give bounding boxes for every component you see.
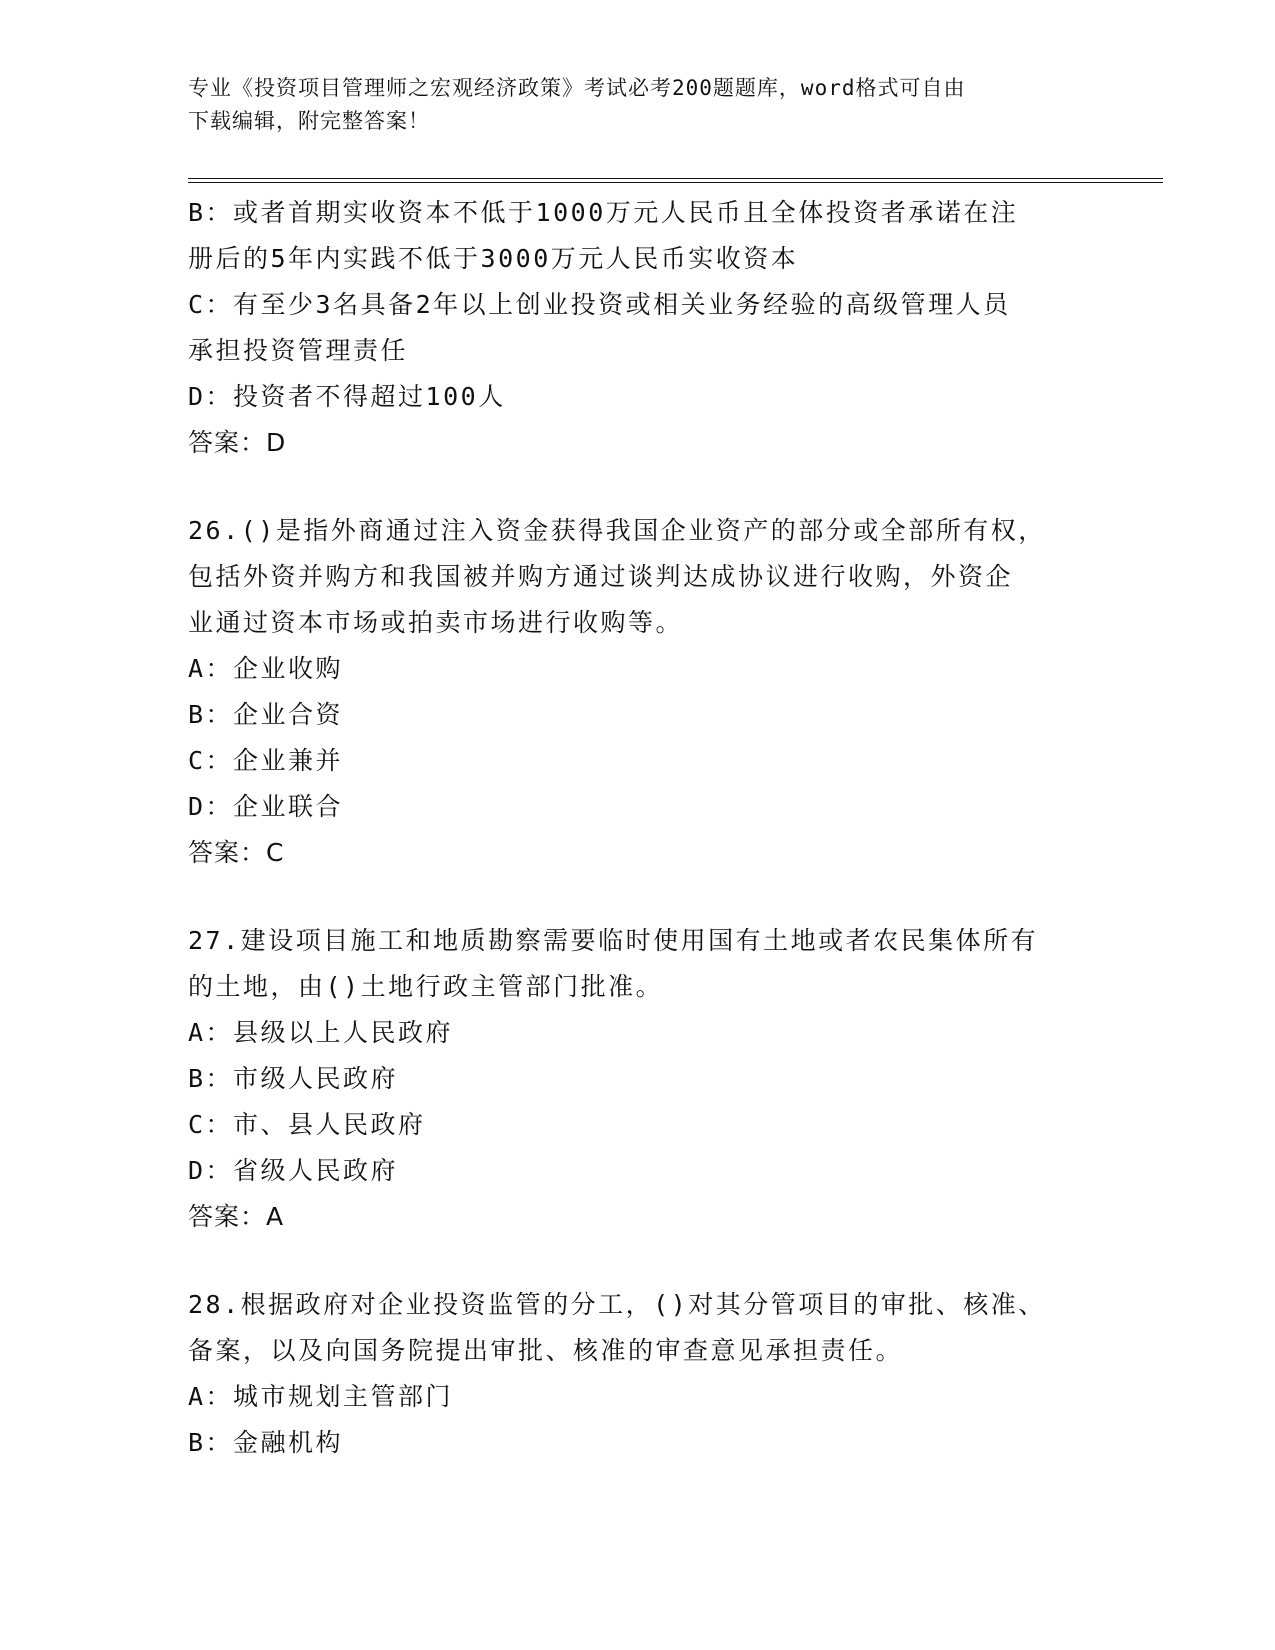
question-27 (188, 918, 1088, 1240)
q27-stem-line-2: 的土地，由()土地行政主管部门批准。 (188, 972, 664, 1001)
question-gap (188, 1240, 1088, 1282)
q28-stem-line-2: 备案，以及向国务院提出审批、核准的审查意见承担责任。 (188, 1336, 904, 1365)
header-title-line-2: 下载编辑，附完整答案！ (188, 109, 430, 133)
q25-option-b-line-2: 册后的5年内实践不低于3000万元人民币实收资本 (188, 244, 799, 273)
header-divider-top (188, 178, 1163, 179)
q26-option-c: C：企业兼并 (188, 746, 344, 775)
question-gap (188, 466, 1088, 508)
q27-option-b: B：市级人民政府 (188, 1064, 399, 1093)
q26-stem-line-2: 包括外资并购方和我国被并购方通过谈判达成协议进行收购，外资企 (188, 562, 1014, 591)
question-25-continued (188, 190, 1088, 466)
q27-stem-line-1: 27.建设项目施工和地质勘察需要临时使用国有土地或者农民集体所有 (188, 926, 1039, 955)
q26-stem-line-1: 26.()是指外商通过注入资金获得我国企业资产的部分或全部所有权， (188, 516, 1046, 545)
question-gap (188, 876, 1088, 918)
question-28 (188, 1282, 1088, 1466)
q28-option-b: B：金融机构 (188, 1428, 344, 1457)
q27-option-a: A：县级以上人民政府 (188, 1018, 454, 1047)
q25-option-c-line-1: C：有至少3名具备2年以上创业投资或相关业务经验的高级管理人员 (188, 290, 1011, 319)
document-body (188, 190, 1088, 1466)
q28-stem-line-1: 28.根据政府对企业投资监管的分工，()对其分管项目的审批、核准、 (188, 1290, 1046, 1319)
q28-option-a: A：城市规划主管部门 (188, 1382, 454, 1411)
q25-option-b-line-1: B：或者首期实收资本不低于1000万元人民币且全体投资者承诺在注 (188, 198, 1019, 227)
header-divider-bottom (188, 182, 1163, 183)
q26-answer: 答案：C (188, 838, 285, 867)
q27-answer: 答案：A (188, 1202, 285, 1231)
q26-stem-line-3: 业通过资本市场或拍卖市场进行收购等。 (188, 608, 684, 637)
q25-option-d: D：投资者不得超过100人 (188, 382, 506, 411)
header-title-line-1: 专业《投资项目管理师之宏观经济政策》考试必考200题题库，word格式可自由 (188, 76, 966, 100)
question-26 (188, 508, 1088, 876)
q27-option-c: C：市、县人民政府 (188, 1110, 426, 1139)
page-header (188, 72, 1088, 138)
q25-option-c-line-2: 承担投资管理责任 (188, 336, 409, 365)
q26-option-b: B：企业合资 (188, 700, 344, 729)
q26-option-d: D：企业联合 (188, 792, 344, 821)
q25-answer: 答案：D (188, 428, 287, 457)
q26-option-a: A：企业收购 (188, 654, 344, 683)
q27-option-d: D：省级人民政府 (188, 1156, 399, 1185)
